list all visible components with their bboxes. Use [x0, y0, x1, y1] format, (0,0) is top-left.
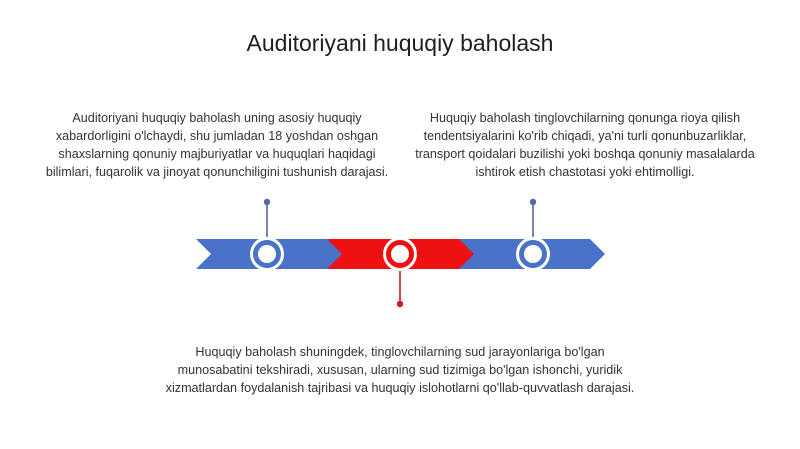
connector-2: [530, 199, 536, 238]
slide-title: Auditoriyani huquqiy baholash: [246, 30, 554, 56]
milestone-marker-1: [250, 237, 284, 271]
milestone-marker-3: [516, 237, 550, 271]
milestone-marker-2: [383, 237, 417, 271]
connector-1: [264, 199, 270, 238]
text-block-1: Auditoriyani huquqiy baholash uning asosiy huquqiy xabardorligini o'lchaydi, shu jumladan 18 yoshdan oshgan shaxslarning qonuniy majburiyatlar va huquqlari haqidagi bilimlari, fuqarolik va jinoyat qonunchiligini tushunish darajasi.: [45, 111, 389, 179]
text-block-3: Huquqiy baholash shuningdek, tinglovchilarning sud jarayonlariga bo'lgan munosabatini tekshiradi, xususan, ularning sud tizimiga bo'lgan ishonchi, yuridik xizmatlardan foydalanish tajribasi va huquqiy islohotlarni qo'llab-quvvatlash darajasi.: [165, 345, 635, 395]
text-block-2: Huquqiy baholash tinglovchilarning qonunga rioya qilish tendentsiyalarini ko'rib chiqadi, ya'ni turli qonunbuzarliklar, transport qoidalari buzilishi yoki boshqa qonuniy masalalarda ishtirok etish chastotasi yoki ehtimolligi.: [415, 111, 755, 179]
connector-3: [397, 270, 403, 307]
